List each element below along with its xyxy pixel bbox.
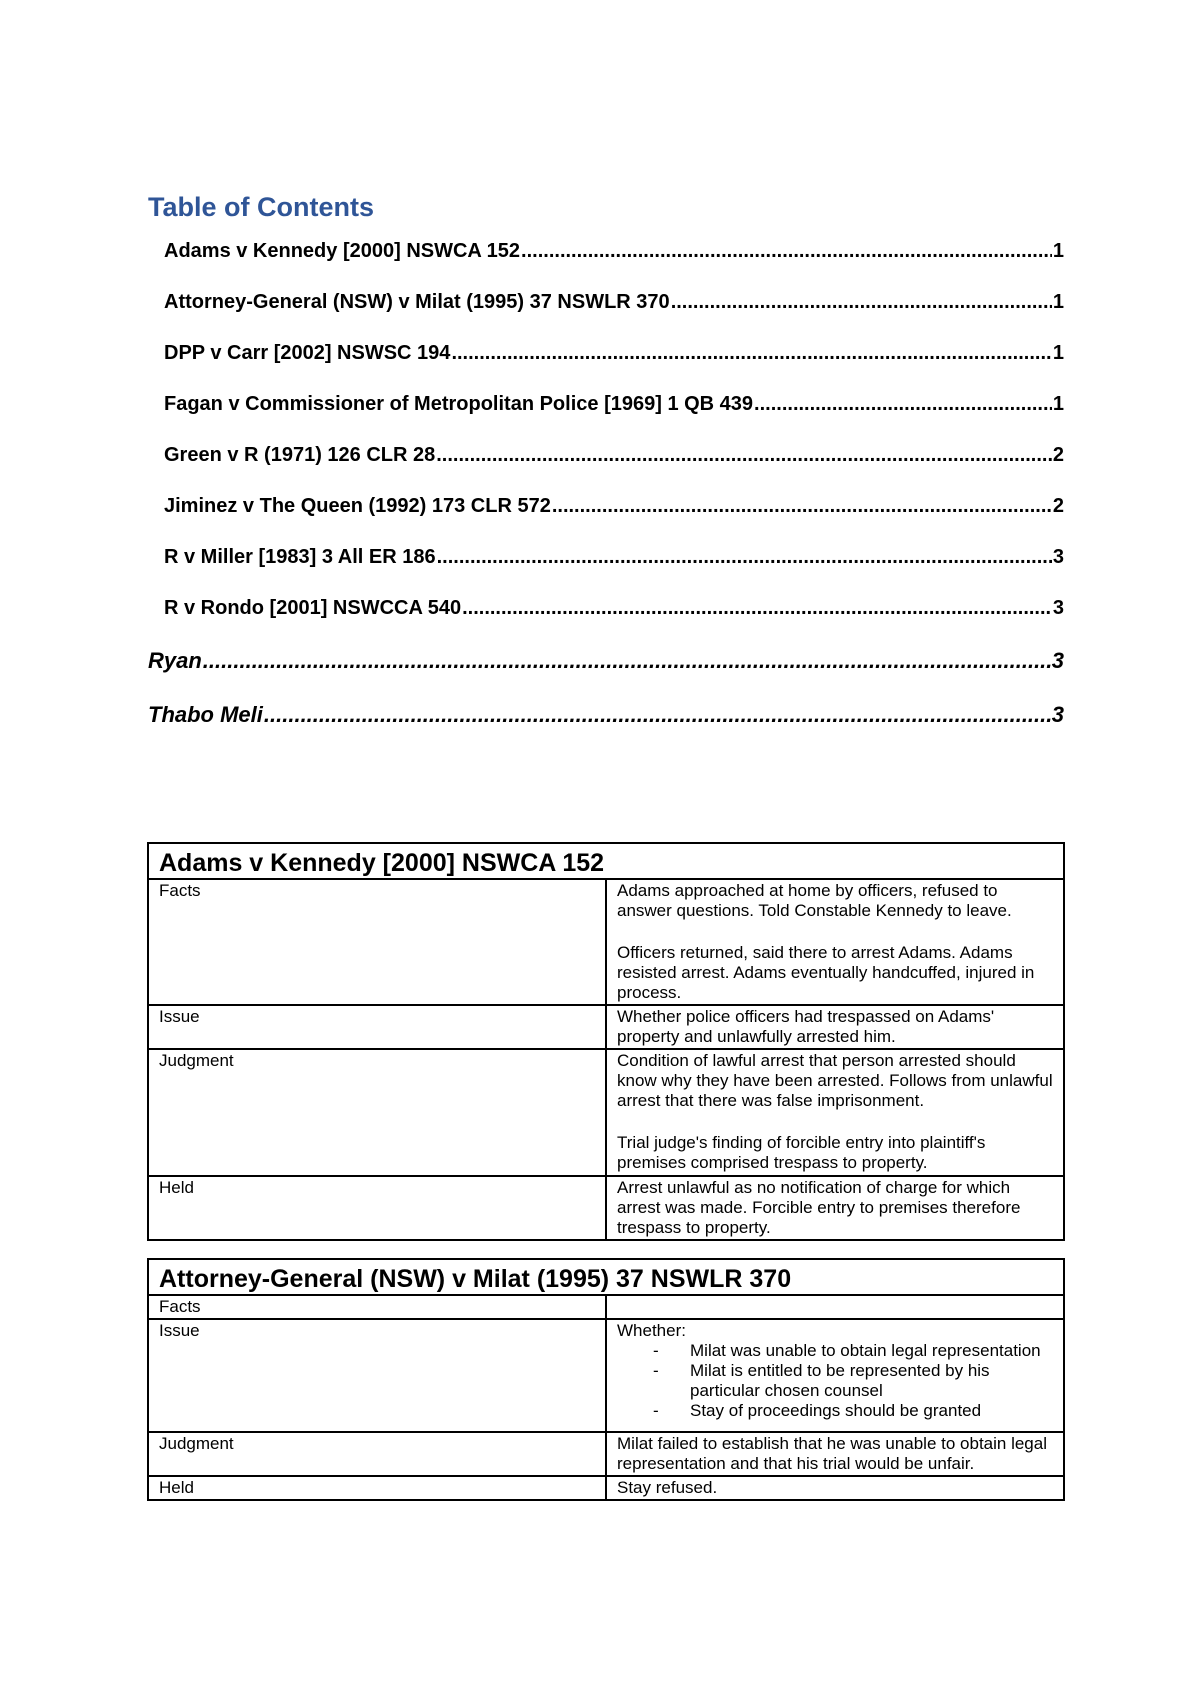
- judgment-row: [148, 1049, 1064, 1176]
- toc-leader-dots: [521, 240, 1052, 263]
- toc-leader-dots: [754, 393, 1052, 416]
- toc-entry-text: R v Miller [1983] 3 All ER 186: [164, 546, 436, 568]
- case-table-adams: [147, 842, 1065, 1241]
- held-cell: Arrest unlawful as no notification of charge for which arrest was made. Forcible entry to premises therefore trespass to property.: [606, 1176, 1064, 1240]
- toc-entry[interactable]: [148, 240, 1064, 291]
- case-header-row: [148, 843, 1064, 879]
- issue-label: Issue: [148, 1319, 606, 1432]
- issue-intro: Whether:: [617, 1321, 686, 1340]
- list-item: - Milat is entitled to be represented by his particular chosen counsel: [653, 1361, 1053, 1401]
- list-item: - Stay of proceedings should be granted: [653, 1401, 1053, 1421]
- table-of-contents: [148, 240, 1064, 756]
- issue-row: [148, 1005, 1064, 1049]
- toc-leader-dots: [552, 495, 1052, 518]
- toc-entry[interactable]: [148, 597, 1064, 648]
- toc-entry[interactable]: [148, 648, 1064, 702]
- issue-row: [148, 1319, 1064, 1432]
- toc-title: Table of Contents: [148, 192, 374, 222]
- toc-entry-page: 3: [1051, 702, 1064, 727]
- toc-leader-dots: [203, 648, 1051, 674]
- judgment-paragraph: Trial judge's finding of forcible entry into plaintiff's premises comprised trespass to property.: [617, 1133, 986, 1172]
- toc-leader-dots: [451, 342, 1051, 365]
- held-row: [148, 1176, 1064, 1240]
- toc-leader-dots: [671, 291, 1052, 314]
- toc-entry[interactable]: [148, 342, 1064, 393]
- toc-entry-page: 1: [1052, 291, 1064, 313]
- toc-entry-page: 1: [1052, 240, 1064, 262]
- issue-cell: [606, 1319, 1064, 1432]
- toc-entry[interactable]: [148, 702, 1064, 756]
- case-title: Attorney-General (NSW) v Milat (1995) 37 NSWLR 370: [148, 1259, 1064, 1295]
- judgment-row: [148, 1432, 1064, 1476]
- toc-entry[interactable]: [148, 495, 1064, 546]
- judgment-label: Judgment: [148, 1432, 606, 1476]
- facts-paragraph: Officers returned, said there to arrest Adams. Adams resisted arrest. Adams eventually handcuffed, injured in process.: [617, 943, 1035, 1002]
- toc-entry-page: 2: [1052, 444, 1064, 466]
- toc-entry-page: 3: [1052, 597, 1064, 619]
- judgment-cell: Milat failed to establish that he was unable to obtain legal representation and that his trial would be unfair.: [606, 1432, 1064, 1476]
- judgment-cell: [606, 1049, 1064, 1176]
- toc-entry-page: 3: [1052, 546, 1064, 568]
- facts-label: Facts: [148, 879, 606, 1005]
- toc-entry-text: Green v R (1971) 126 CLR 28: [164, 444, 436, 466]
- toc-leader-dots: [436, 444, 1052, 467]
- toc-entry-text: R v Rondo [2001] NSWCCA 540: [164, 597, 462, 619]
- held-label: Held: [148, 1176, 606, 1240]
- toc-entry-text: Ryan: [148, 648, 202, 673]
- toc-entry-text: Fagan v Commissioner of Metropolitan Police [1969] 1 QB 439: [164, 393, 754, 415]
- toc-entry-text: Adams v Kennedy [2000] NSWCA 152: [164, 240, 521, 262]
- toc-entry-page: 1: [1052, 393, 1064, 415]
- toc-entry[interactable]: [148, 546, 1064, 597]
- toc-entry-text: Jiminez v The Queen (1992) 173 CLR 572: [164, 495, 551, 517]
- issue-list: [617, 1341, 1053, 1421]
- facts-paragraph: Adams approached at home by officers, refused to answer questions. Told Constable Kennedy to leave.: [617, 881, 1012, 920]
- toc-entry-page: 2: [1052, 495, 1064, 517]
- facts-label: Facts: [148, 1295, 606, 1319]
- issue-cell: Whether police officers had trespassed on Adams' property and unlawfully arrested him.: [606, 1005, 1064, 1049]
- toc-entry[interactable]: [148, 444, 1064, 495]
- toc-entry[interactable]: [148, 291, 1064, 342]
- list-item: - Milat was unable to obtain legal representation: [653, 1341, 1053, 1361]
- toc-entry-text: Attorney-General (NSW) v Milat (1995) 37 NSWLR 370: [164, 291, 670, 313]
- case-table-milat: [147, 1258, 1065, 1501]
- toc-leader-dots: [437, 546, 1052, 569]
- facts-row: [148, 1295, 1064, 1319]
- toc-leader-dots: [264, 702, 1051, 728]
- toc-entry-text: DPP v Carr [2002] NSWSC 194: [164, 342, 451, 364]
- facts-cell: [606, 1295, 1064, 1319]
- judgment-paragraph: Condition of lawful arrest that person arrested should know why they have been arrested. Follows from unlawful arrest that there was false imprisonment.: [617, 1051, 1053, 1110]
- toc-entry-text: Thabo Meli: [148, 702, 263, 727]
- facts-row: [148, 879, 1064, 1005]
- facts-cell: [606, 879, 1064, 1005]
- judgment-label: Judgment: [148, 1049, 606, 1176]
- held-cell: Stay refused.: [606, 1476, 1064, 1500]
- toc-entry-page: 1: [1052, 342, 1064, 364]
- case-title: Adams v Kennedy [2000] NSWCA 152: [148, 843, 1064, 879]
- toc-entry[interactable]: [148, 393, 1064, 444]
- held-row: [148, 1476, 1064, 1500]
- case-header-row: [148, 1259, 1064, 1295]
- issue-label: Issue: [148, 1005, 606, 1049]
- toc-leader-dots: [462, 597, 1052, 620]
- toc-entry-page: 3: [1051, 648, 1064, 673]
- held-label: Held: [148, 1476, 606, 1500]
